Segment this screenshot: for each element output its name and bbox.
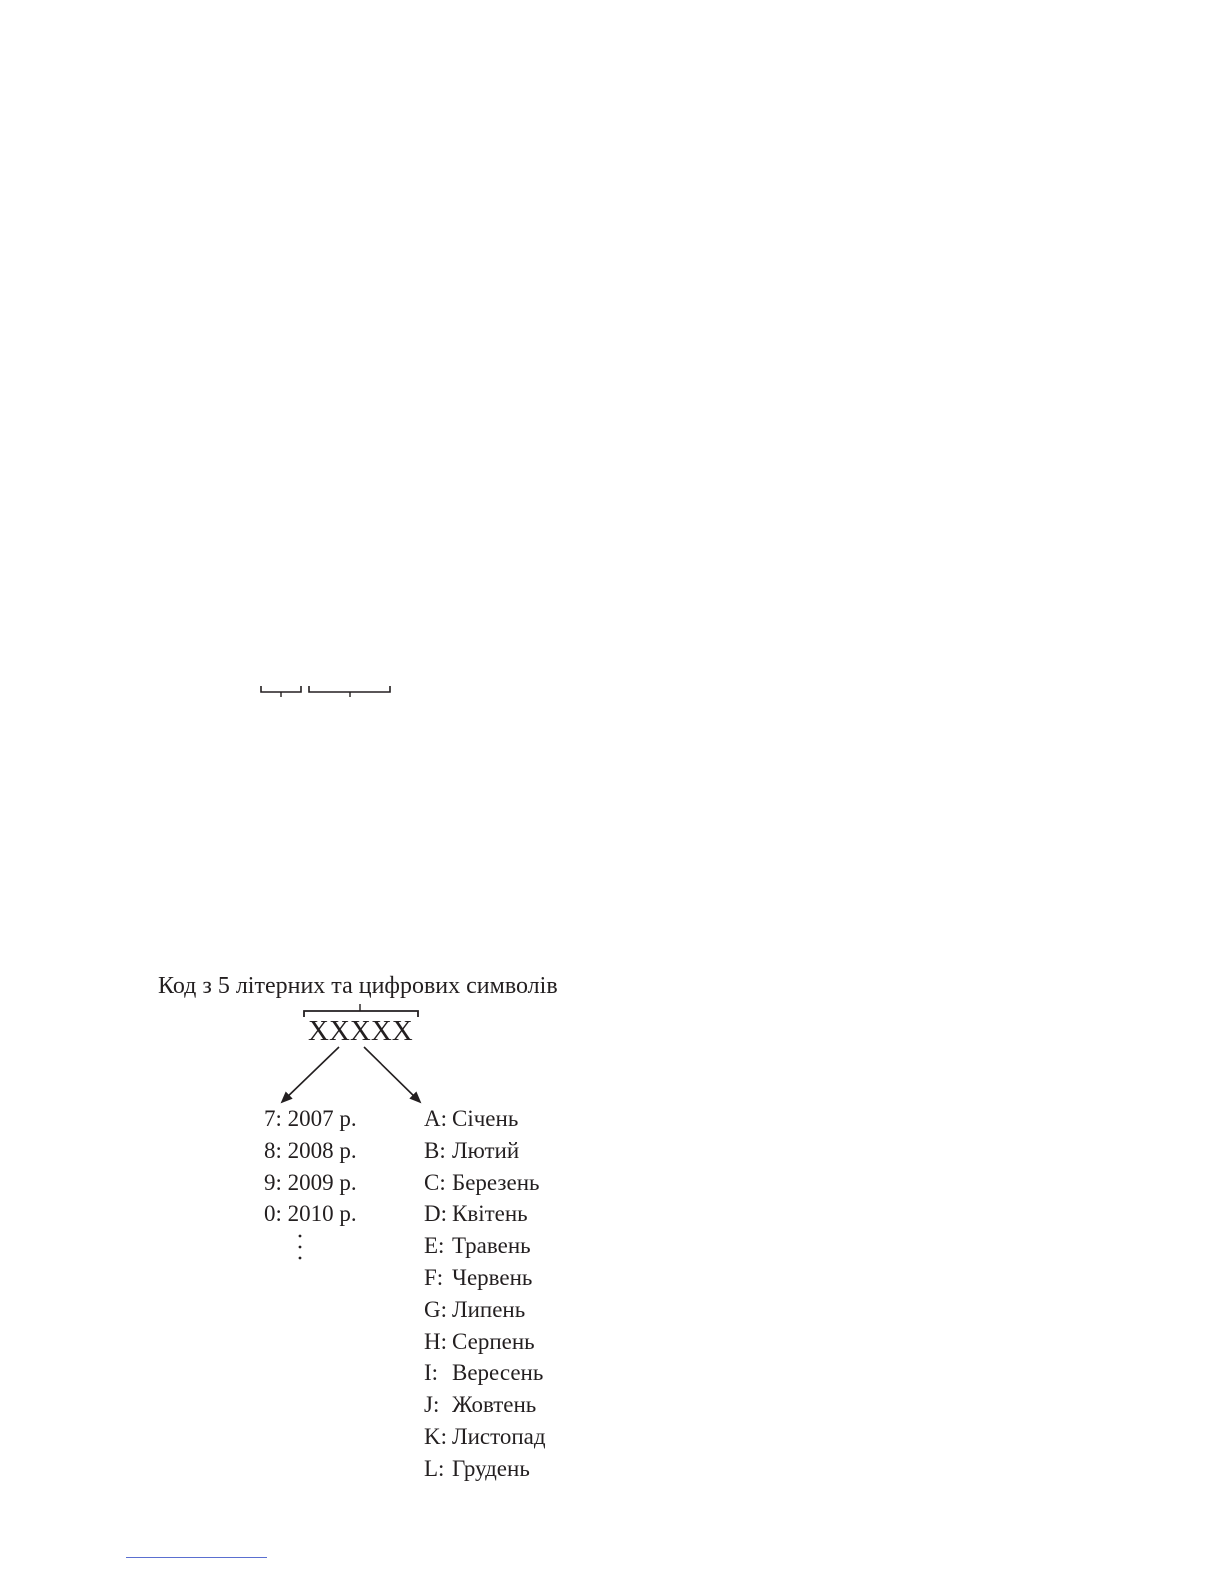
month-value: Квітень bbox=[452, 1201, 528, 1227]
month-row bbox=[424, 1421, 546, 1453]
month-row bbox=[424, 1230, 546, 1262]
year-row bbox=[264, 1167, 357, 1199]
small-bracket-right bbox=[309, 686, 390, 697]
month-key: C: bbox=[424, 1169, 446, 1195]
month-key: L: bbox=[424, 1455, 445, 1481]
month-row bbox=[424, 1294, 546, 1326]
month-key: I: bbox=[424, 1360, 439, 1386]
month-value: Вересень bbox=[452, 1360, 544, 1386]
month-key: K: bbox=[424, 1423, 447, 1449]
arrow-to-years bbox=[282, 1047, 339, 1102]
month-key: B: bbox=[424, 1137, 446, 1163]
month-key: A: bbox=[424, 1106, 447, 1131]
month-row bbox=[424, 1357, 546, 1389]
arrow-to-months bbox=[364, 1047, 420, 1102]
month-key: D: bbox=[424, 1201, 447, 1227]
month-row bbox=[424, 1167, 546, 1199]
code-template: XXXXX bbox=[308, 1015, 413, 1047]
year-value: 2009 р. bbox=[287, 1169, 357, 1195]
month-value: Червень bbox=[452, 1264, 533, 1290]
month-value: Березень bbox=[452, 1169, 540, 1195]
year-value: 2010 р. bbox=[287, 1201, 357, 1227]
month-row bbox=[424, 1198, 546, 1230]
footnote-separator-line bbox=[126, 1557, 267, 1558]
year-row bbox=[264, 1135, 357, 1167]
month-row bbox=[424, 1453, 546, 1485]
year-value: 2007 р. bbox=[287, 1106, 357, 1131]
month-key: H: bbox=[424, 1328, 447, 1354]
month-row bbox=[424, 1103, 546, 1135]
month-value: Листопад bbox=[452, 1423, 546, 1449]
years-ellipsis bbox=[299, 1235, 302, 1260]
month-key: F: bbox=[424, 1264, 444, 1290]
diagram-title: Код з 5 літерних та цифрових символів bbox=[158, 973, 558, 999]
month-key: E: bbox=[424, 1233, 445, 1259]
month-value: Січень bbox=[452, 1106, 519, 1131]
year-list bbox=[264, 1103, 357, 1230]
month-value: Травень bbox=[452, 1233, 531, 1259]
month-value: Жовтень bbox=[452, 1392, 537, 1418]
year-key: 9: bbox=[264, 1169, 282, 1195]
month-value: Грудень bbox=[452, 1455, 530, 1481]
month-key: J: bbox=[424, 1392, 440, 1418]
month-value: Липень bbox=[452, 1296, 526, 1322]
month-row bbox=[424, 1135, 546, 1167]
month-row bbox=[424, 1389, 546, 1421]
year-key: 7: bbox=[264, 1106, 282, 1131]
year-key: 8: bbox=[264, 1137, 282, 1163]
small-bracket-left bbox=[261, 686, 301, 697]
month-list bbox=[424, 1103, 546, 1485]
month-key: G: bbox=[424, 1296, 447, 1322]
month-row bbox=[424, 1326, 546, 1358]
year-row bbox=[264, 1198, 357, 1230]
year-key: 0: bbox=[264, 1201, 282, 1227]
month-value: Лютий bbox=[452, 1137, 520, 1163]
month-value: Серпень bbox=[452, 1328, 535, 1354]
year-value: 2008 р. bbox=[287, 1137, 357, 1163]
year-row bbox=[264, 1103, 357, 1135]
month-row bbox=[424, 1262, 546, 1294]
